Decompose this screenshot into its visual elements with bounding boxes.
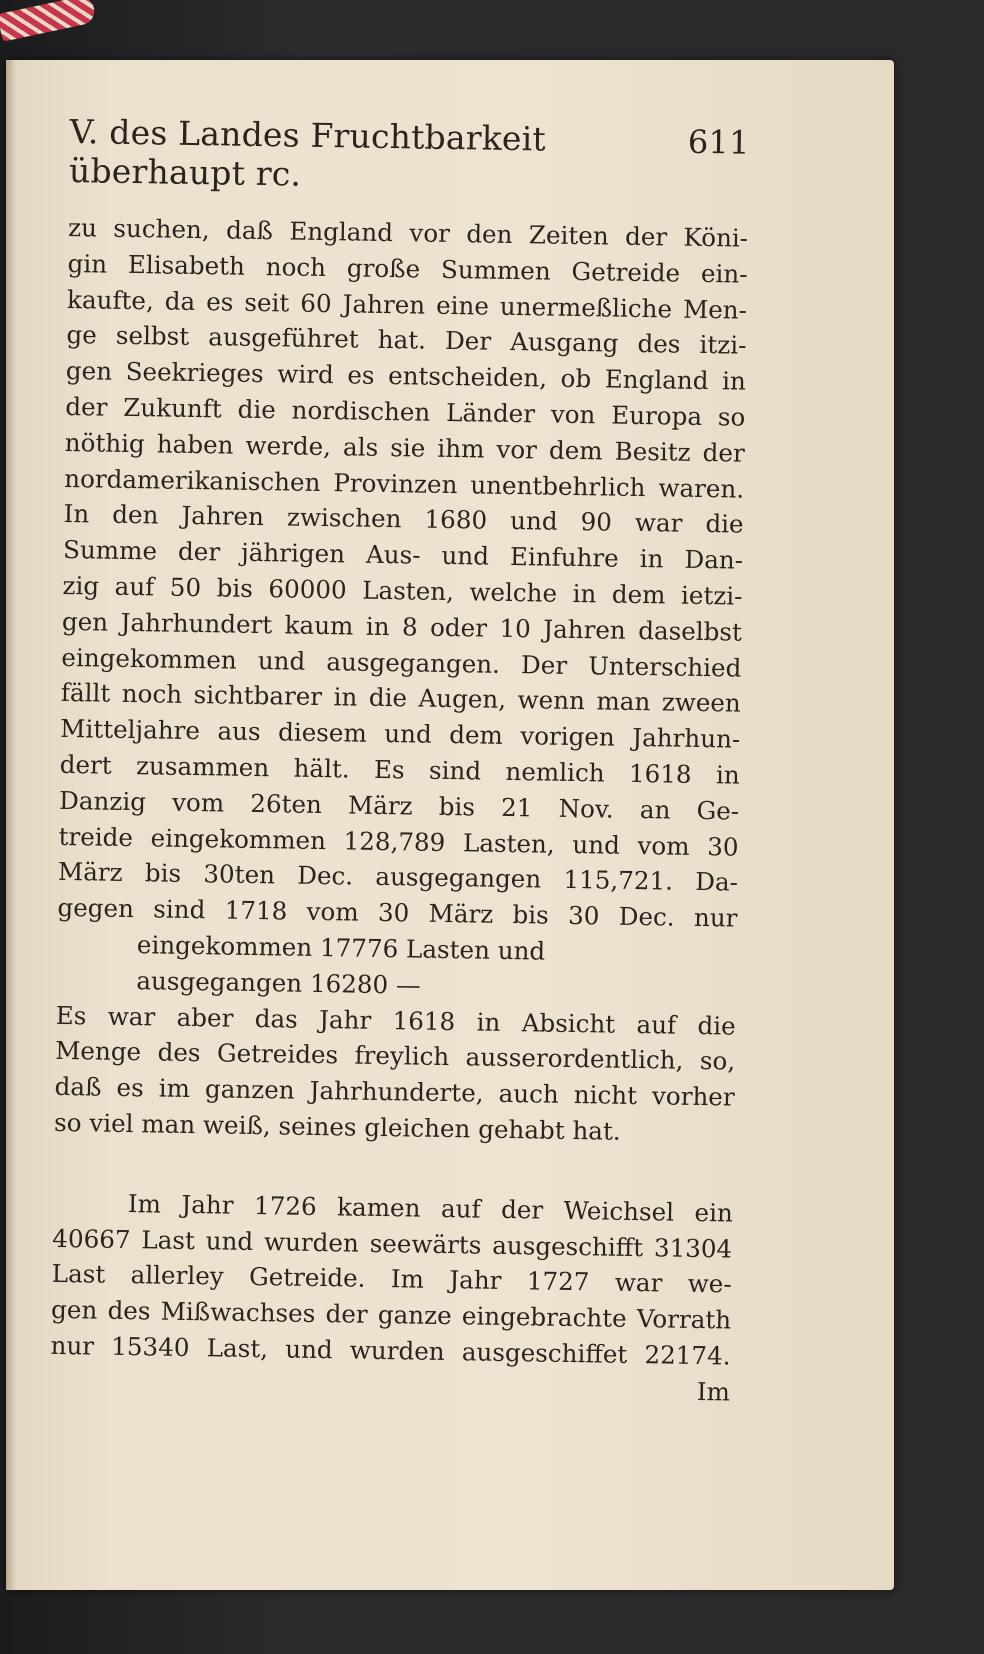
page-number: 611 xyxy=(687,122,750,162)
paragraph-1 xyxy=(54,210,749,1151)
text-line: März bis 30ten Dec. ausgegangen 115,721. Da- xyxy=(57,857,739,897)
text-line: nur 15340 Last, und wurden ausgeschiffet 22174. xyxy=(50,1330,731,1371)
text-line: zig auf 50 bis 60000 Lasten, welche in dem ietzi- xyxy=(62,570,743,611)
text-line: eingekommen und ausgegangen. Der Unterschied xyxy=(61,642,742,683)
text-line: gegen sind 1718 vom 30 März bis 30 Dec. nur xyxy=(57,893,738,933)
text-line: Last allerley Getreide. Im Jahr 1727 war we- xyxy=(51,1259,732,1299)
text-line: nöthig haben werde, als sie ihm vor dem Besitz der xyxy=(64,427,745,468)
text-line: Menge des Getreides freylich ausserordentlich, so, xyxy=(55,1036,736,1076)
text-line: gen des Mißwachses der ganze eingebrachte Vorrath xyxy=(50,1294,732,1335)
text-line: In den Jahren zwischen 1680 und 90 war die xyxy=(63,499,744,540)
text-line: kaufte, da es seit 60 Jahren eine unermeßliche Men- xyxy=(66,284,748,325)
list-line-exports: ausgegangen 16280 — xyxy=(136,965,421,1000)
page-text-block xyxy=(50,112,750,1410)
text-line: der Zukunft die nordischen Länder von Europa so xyxy=(65,391,746,432)
text-line: daß es im ganzen Jahrhunderte, auch nicht vorher xyxy=(54,1072,735,1112)
text-line: Mitteljahre aus diesem und dem vorigen Jahrhun- xyxy=(60,714,741,754)
text-line: Danzig vom 26ten März bis 21 Nov. an Ge- xyxy=(58,785,740,826)
paragraph-2 xyxy=(50,1185,733,1410)
text-line: zu suchen, daß England vor den Zeiten der Köni- xyxy=(67,212,749,253)
running-header xyxy=(69,112,750,201)
text-line: Es war aber das Jahr 1618 in Absicht auf die xyxy=(55,1000,736,1041)
text-line: nordamerikanischen Provinzen unentbehrlich waren. xyxy=(64,463,745,504)
text-line: gen Jahrhundert kaum in 8 oder 10 Jahren daselbst xyxy=(61,606,743,647)
page-gutter-shadow xyxy=(6,60,16,1590)
text-line: 40667 Last und wurden seewärts ausgeschifft 31304 xyxy=(52,1223,733,1264)
text-line: dert zusammen hält. Es sind nemlich 1618 in xyxy=(59,749,740,790)
list-line-imports: eingekommen 17776 Lasten und xyxy=(136,930,546,966)
text-line: ge selbst ausgeführet hat. Der Ausgang des itzi- xyxy=(66,320,747,361)
text-line: Summe der jährigen Aus- und Einfuhre in Dan- xyxy=(62,535,744,575)
text-line: fällt noch sichtbarer in die Augen, wenn man zween xyxy=(60,678,742,718)
text-line: treide eingekommen 128,789 Lasten, und vom 30 xyxy=(58,821,739,862)
text-line: gin Elisabeth noch große Summen Getreide ein- xyxy=(67,248,748,289)
text-line: so viel man weiß, seines gleichen gehabt hat. xyxy=(53,1107,621,1146)
text-line: gen Seekrieges wird es entscheiden, ob England in xyxy=(65,356,747,396)
catchword: Im xyxy=(696,1376,731,1407)
running-title: V. des Landes Fruchtbarkeit überhaupt rc. xyxy=(68,112,547,194)
text-line: Im Jahr 1726 kamen auf der Weichsel ein xyxy=(127,1188,734,1228)
